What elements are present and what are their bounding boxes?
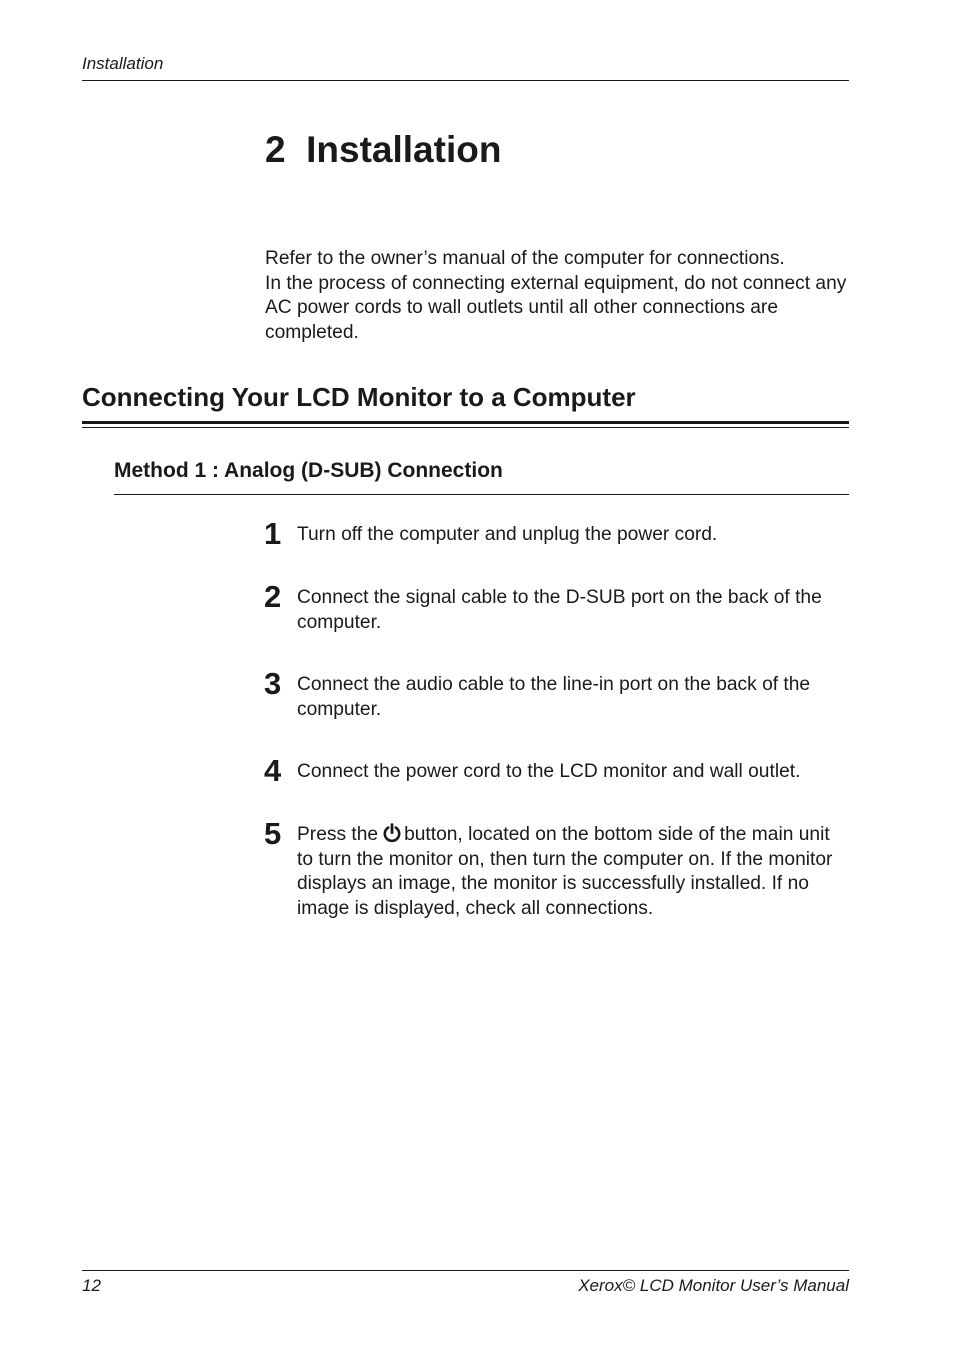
step-number: 3	[264, 666, 282, 701]
section-rule-thick	[82, 421, 849, 424]
step-text: Turn off the computer and unplug the power cord.	[297, 524, 718, 545]
page-number: 12	[82, 1276, 101, 1295]
section-title: Connecting Your LCD Monitor to a Computer	[82, 382, 636, 412]
step-number: 5	[264, 816, 282, 851]
section-rule-thin	[82, 427, 849, 428]
step-text: Connect the signal cable to the D-SUB port on the back of the computer.	[297, 587, 822, 633]
intro-line-1: Refer to the owner’s manual of the computer for connections.	[265, 248, 785, 269]
intro-paragraph	[265, 247, 865, 346]
footer-rule	[82, 1270, 849, 1271]
step-text: Connect the audio cable to the line-in port on the back of the computer.	[297, 674, 811, 720]
header-rule	[82, 80, 849, 81]
step-number: 4	[264, 753, 282, 788]
step-number: 2	[264, 579, 282, 614]
running-header: Installation	[82, 54, 164, 73]
step-text: Connect the power cord to the LCD monitor and wall outlet.	[297, 761, 801, 782]
step-text-before: Press the	[297, 824, 379, 845]
subsection-rule	[114, 494, 849, 495]
chapter-title: 2 Installation	[265, 129, 502, 170]
intro-line-2: In the process of connecting external equipment, do not connect any AC power cords to wall outlets until all other connections are completed.	[265, 272, 847, 344]
step-text	[297, 823, 847, 922]
subsection-title: Method 1 : Analog (D-SUB) Connection	[114, 459, 503, 482]
power-icon	[382, 823, 402, 843]
step-text-after: button, located on the bottom side of the main unit to turn the monitor on, then turn the computer on. If the monitor displays an image, the monitor is successfully installed. If no image is displayed, check all connections.	[297, 824, 833, 920]
step-number: 1	[264, 516, 282, 551]
footer-manual-title: Xerox© LCD Monitor User’s Manual	[578, 1276, 849, 1295]
